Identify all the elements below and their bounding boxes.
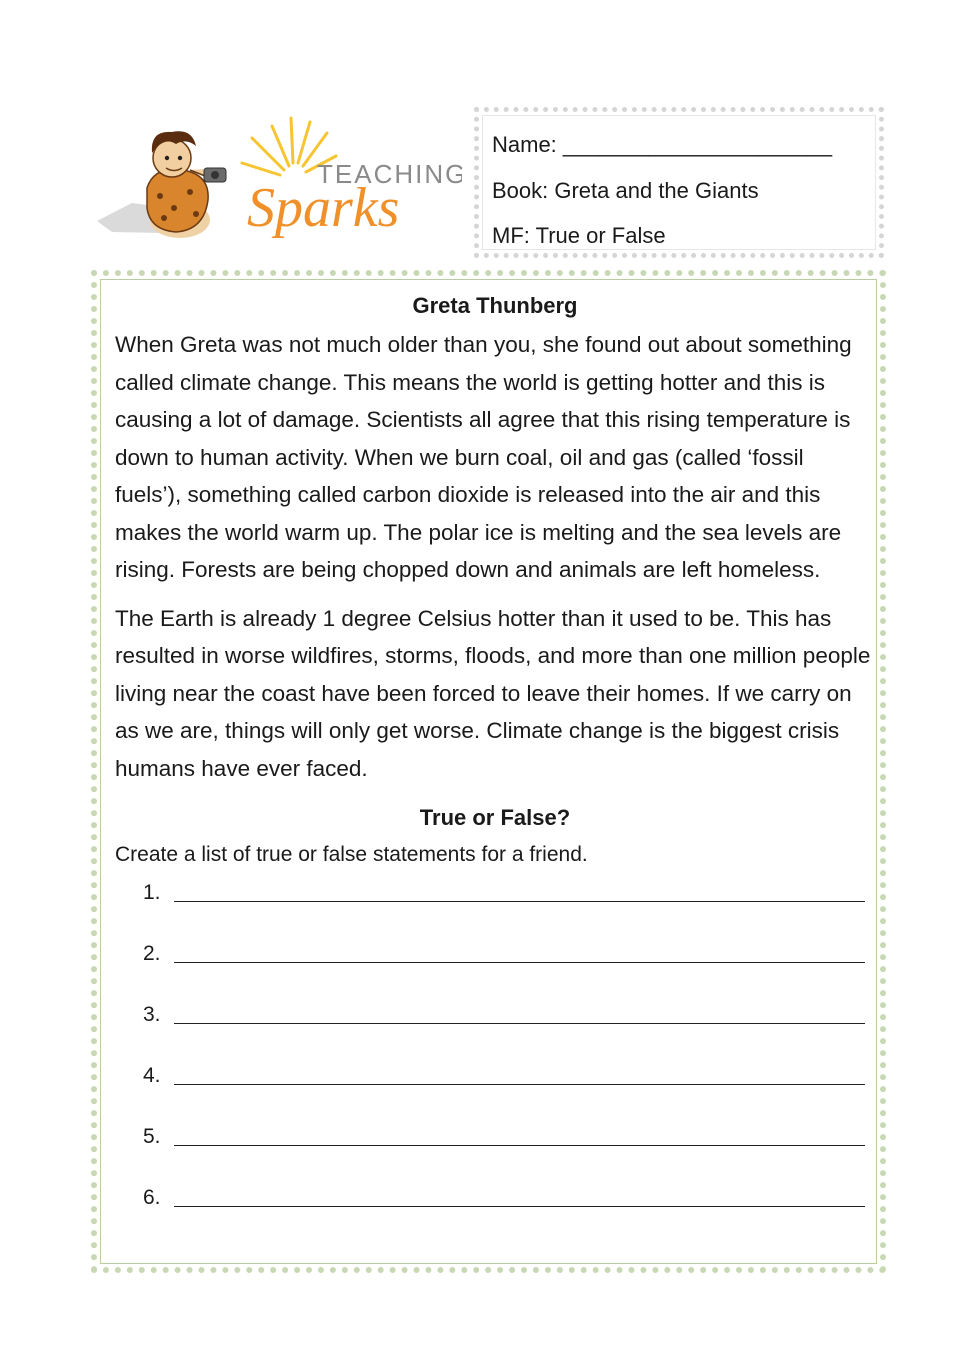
answer-line[interactable] (174, 1084, 865, 1085)
answer-number: 4. (143, 1064, 161, 1087)
name-field[interactable]: Name: ______________________ (492, 132, 833, 157)
article-paragraph-2: The Earth is already 1 degree Celsius hotter than it used to be. This has resulted in worse wildfires, storms, floods, and more than one million people living near the coast have been forced to leave their homes. If we carry on as we are, things will only get worse. Climate change is the biggest crisis humans have ever faced. (115, 605, 871, 781)
answer-list (115, 876, 875, 1242)
answer-row-1 (115, 876, 875, 937)
book-label: Book: Greta and the Giants (492, 177, 759, 203)
answer-row-3 (115, 998, 875, 1059)
answer-row-2 (115, 937, 875, 998)
answer-line[interactable] (174, 901, 865, 902)
answer-line[interactable] (174, 1145, 865, 1146)
answer-number: 6. (143, 1186, 161, 1209)
article-title: Greta Thunberg (412, 293, 578, 318)
answer-number: 2. (143, 942, 161, 965)
logo-text-bottom: Sparks (247, 177, 400, 239)
teaching-sparks-logo (92, 108, 462, 253)
answer-line[interactable] (174, 1023, 865, 1024)
answer-number: 1. (143, 881, 161, 904)
answer-row-4 (115, 1059, 875, 1120)
article-paragraph-1: When Greta was not much older than you, she found out about something called climate change. This means the world is getting hotter and this is causing a lot of damage. Scientists all agree that this rising temperature is down to human activity. When we burn coal, oil and gas (called ‘fossil fuels’), something called carbon dioxide is released into the air and this makes the world warm up. The polar ice is melting and the sea levels are rising. Forests are being chopped down and animals are left homeless. (115, 332, 852, 582)
info-box (474, 107, 884, 258)
mf-label: MF: True or False (492, 223, 666, 248)
answer-number: 3. (143, 1003, 161, 1026)
answer-row-5 (115, 1120, 875, 1181)
answer-row-6 (115, 1181, 875, 1242)
main-content-box (91, 270, 886, 1273)
caveman-icon (147, 131, 226, 238)
teaching-sparks-logo-graphic (92, 108, 462, 253)
activity-instruction: Create a list of true or false statements for a friend. (115, 843, 588, 866)
answer-number: 5. (143, 1125, 161, 1148)
logo-text-top: TEACHING (317, 159, 462, 189)
activity-title: True or False? (419, 805, 571, 830)
content-area (115, 286, 875, 1242)
answer-line[interactable] (174, 962, 865, 963)
answer-line[interactable] (174, 1206, 865, 1207)
